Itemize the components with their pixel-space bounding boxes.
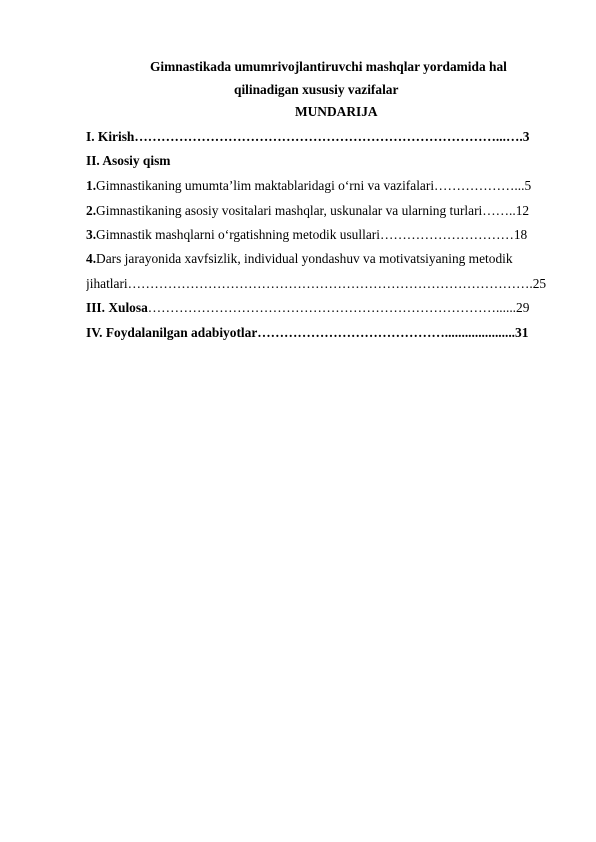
toc-entry-4-continuation: jihatlari……………………………………………………………………………….25 [86, 276, 547, 291]
document-title-line1: Gimnastikada umumrivojlantiruvchi mashqlar yordamida hal [150, 59, 507, 74]
toc-entry-4-number: 4. [86, 251, 97, 266]
toc-entry-1-text: Gimnastikaning umumta’lim maktablaridagi o‘rni va vazifalari………………...5 [96, 178, 532, 193]
toc-section-main-heading: II. Asosiy qism [86, 153, 171, 168]
toc-entry-4-text-line1: Dars jarayonida xavfsizlik, individual yondashuv va motivatsiyaning metodik [96, 251, 513, 266]
toc-entry-2 [86, 203, 554, 219]
toc-entry-conclusion-dots: ……………………………………………………………………......29 [147, 300, 530, 315]
toc-entry-2-text: Gimnastikaning asosiy vositalari mashqlar, uskunalar va ularning turlari……..12 [96, 203, 530, 218]
toc-entry-3-number: 3. [86, 227, 97, 242]
toc-entry-3-text: Gimnastik mashqlarni o‘rgatishning metodik usullari…………………………18 [96, 227, 528, 242]
toc-entry-1 [86, 178, 554, 194]
toc-entry-2-number: 2. [86, 203, 97, 218]
toc-entry-conclusion-label: III. Xulosa [86, 300, 148, 315]
document-title-line2: qilinadigan xususiy vazifalar [234, 82, 399, 97]
toc-entry-references: IV. Foydalanilgan adabiyotlar…………………………………….....................31 [86, 325, 529, 340]
toc-entry-conclusion [86, 300, 554, 316]
toc-entry-4 [86, 251, 554, 267]
toc-entry-intro: I. Kirish………………………………………………………………………...….3 [86, 129, 530, 144]
toc-entry-3 [86, 227, 554, 243]
contents-heading: MUNDARIJA [295, 104, 378, 119]
toc-entry-1-number: 1. [86, 178, 97, 193]
